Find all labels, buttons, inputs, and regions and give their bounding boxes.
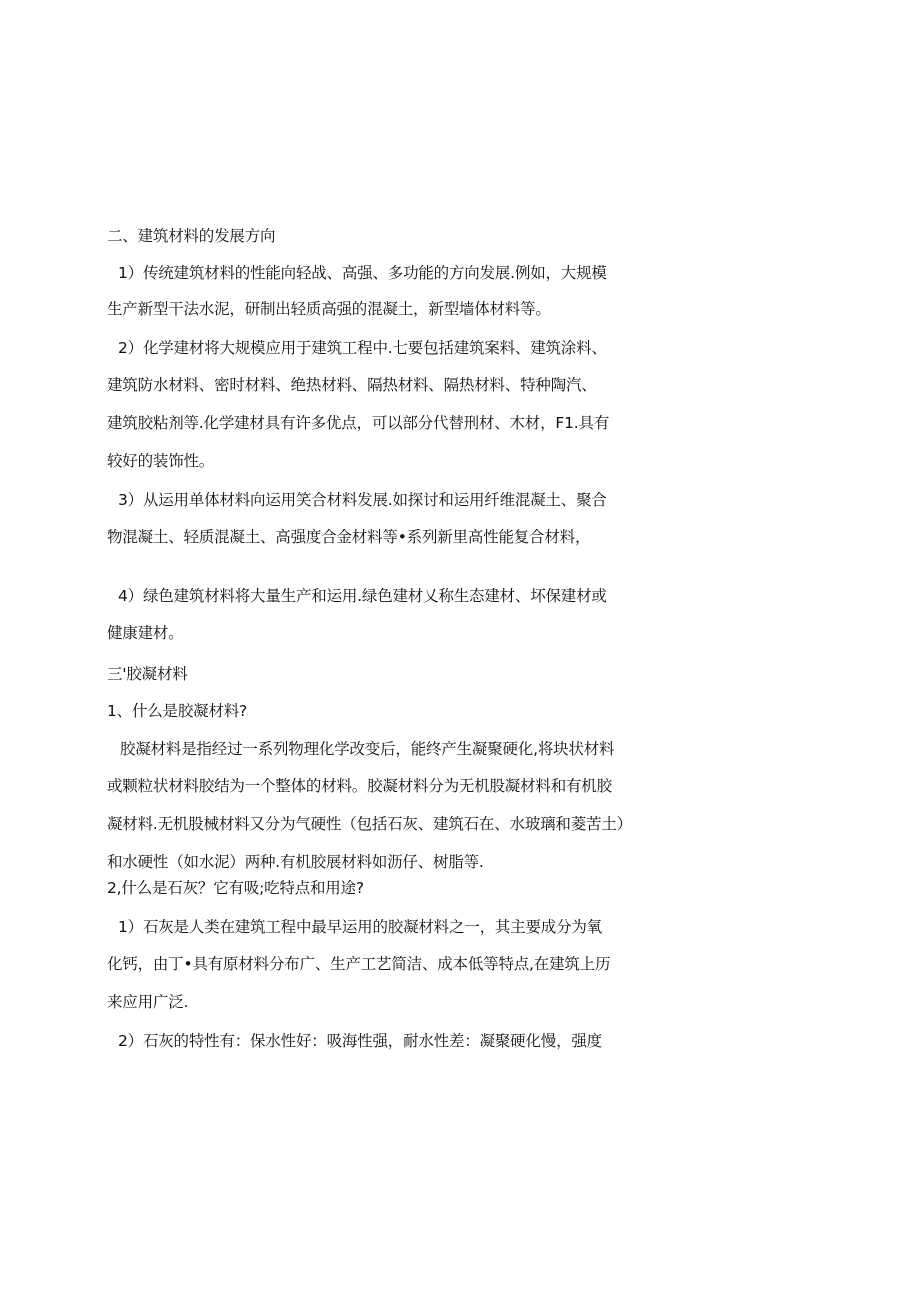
paragraph-line: 物混凝土、轻质混凝土、高强度合金材料等•系列新里高性能复合材料， (107, 528, 591, 546)
section-heading-development: 二、建筑材料的发展方向 (107, 227, 276, 245)
paragraph-line: 建筑胶粘剂等.化学建材具有许多优点，可以部分代替刑材、木材，F1.具有 (107, 414, 610, 432)
paragraph-line: 1）石灰是人类在建筑工程中最早运用的胶凝材料之一，其主要成分为氧 (118, 918, 602, 936)
paragraph-line: 或颗粒状材料胶结为一个整体的材料。胶凝材料分为无机股凝材料和有机胶 (107, 777, 612, 795)
paragraph-line: 建筑防水材料、密时材料、绝热材料、隔热材料、隔热材料、特种陶汽、 (107, 376, 597, 394)
paragraph-line: 2）石灰的特性有：保水性好：吸海性强，耐水性差：凝聚硬化慢，强度 (118, 1032, 602, 1050)
paragraph-line: 3）从运用单体材料向运用笑合材料发展.如探讨和运用纤维混凝土、聚合 (118, 491, 607, 509)
question-heading: 2,什么是石灰？它有吸;吃特点和用途? (107, 879, 364, 897)
paragraph-line: 凝材料.无机股械材料又分为气硬性（包括石灰、建筑石在、水玻璃和菱苦土） (107, 815, 632, 833)
paragraph-line: 来应用广泛. (107, 993, 189, 1011)
paragraph-line: 4）绿色建筑材料将大量生产和运用.绿色建材乂称生态建材、坏保建材或 (118, 587, 607, 605)
paragraph-line: 生产新型干法水泥，研制出轻质高强的混凝土，新型墙体材料等。 (107, 300, 551, 318)
paragraph-line: 较好的装饰性。 (107, 452, 215, 470)
paragraph-line: 化钙，由丁•具有原材料分布广、生产工艺简洁、成本低等特点,在建筑上历 (107, 955, 611, 973)
paragraph-line: 健康建材。 (107, 624, 184, 642)
paragraph-line: 胶凝材料是指经过一系列物理化学改变后，能终产生凝聚硬化,将块状材料 (120, 740, 615, 758)
paragraph-line: 和水硬性（如水泥）两种.有机胶展材料如沥仔、树脂等. (107, 853, 484, 871)
paragraph-line: 2）化学建材将大规模应用于建筑工程中.七要包括建筑案料、建筑涂料、 (118, 339, 607, 357)
section-heading-cementing: 三'胶凝材料 (107, 665, 188, 683)
question-heading: 1、什么是胶凝材料? (107, 702, 248, 720)
paragraph-line: 1）传统建筑材料的性能向轻战、高强、多功能的方向发展.例如，大规模 (118, 264, 607, 282)
